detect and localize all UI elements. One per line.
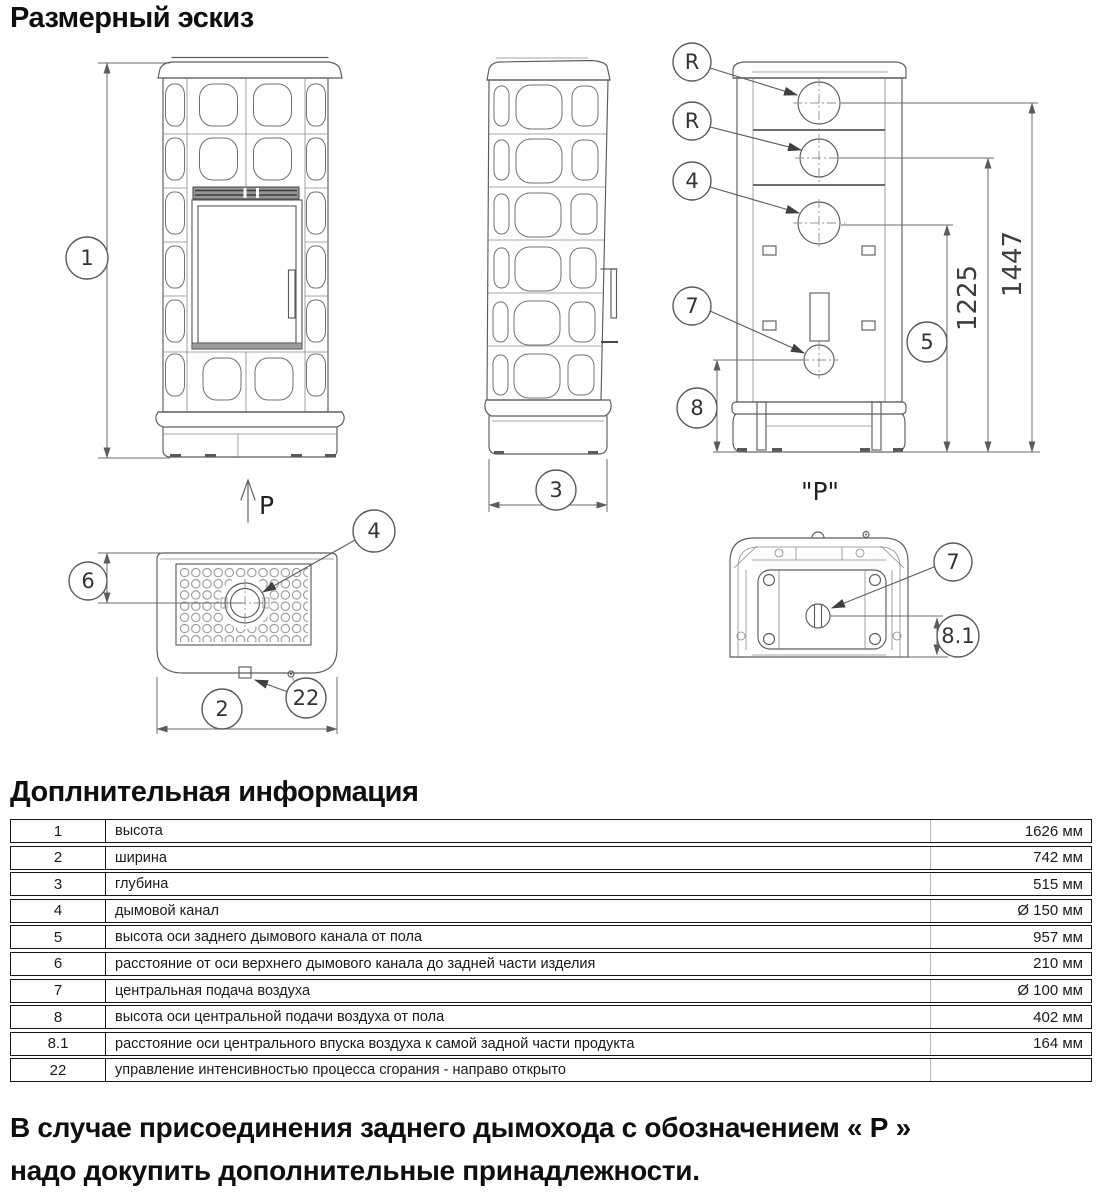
svg-text:R: R [684, 50, 700, 74]
svg-text:8.1: 8.1 [941, 624, 975, 648]
callout-back-air-height [677, 388, 717, 428]
row-value: 164 мм [930, 1033, 1091, 1055]
row-number: 7 [11, 980, 106, 1002]
svg-text:7: 7 [685, 294, 699, 318]
section-title: Доплнительная информация [10, 776, 419, 808]
row-label: расстояние оси центрального впуска воздуха к самой задной части продукта [115, 1035, 635, 1052]
row-number: 8 [11, 1006, 106, 1028]
row-number: 2 [11, 847, 106, 869]
row-value: 957 мм [930, 926, 1091, 948]
row-number: 3 [11, 873, 106, 895]
callout-top-control [286, 678, 326, 718]
svg-text:7: 7 [946, 550, 960, 574]
note-line-2: надо докупить дополнительные принадлежности. [10, 1155, 700, 1187]
front-direction-label: P [259, 491, 275, 520]
row-label: ширина [115, 849, 167, 866]
callout-side-depth [536, 470, 576, 510]
row-value [930, 1059, 1091, 1081]
table-row [10, 819, 1092, 843]
row-number: 22 [11, 1059, 106, 1081]
svg-text:2: 2 [215, 697, 229, 721]
row-label: центральная подача воздуха [115, 982, 311, 999]
dimension-1447: 1447 [998, 230, 1028, 298]
row-value: 515 мм [930, 873, 1091, 895]
front-direction-arrow [241, 480, 274, 522]
callout-front-height [66, 237, 108, 279]
row-number: 8.1 [11, 1033, 106, 1055]
row-label: высота оси заднего дымового канала от пола [115, 929, 423, 946]
row-label: глубина [115, 876, 169, 893]
table-row [10, 899, 1092, 923]
row-label: дымовой канал [115, 902, 219, 919]
row-value: 402 мм [930, 1006, 1091, 1028]
svg-text:22: 22 [292, 686, 320, 710]
back-view [673, 43, 1040, 506]
page-title: Размерный эскиз [10, 2, 254, 34]
svg-text:4: 4 [367, 519, 381, 543]
rear-view-label: "P" [800, 477, 840, 506]
row-value: Ø 150 мм [930, 900, 1091, 922]
callout-top-rear-offset [69, 562, 107, 600]
svg-text:3: 3 [549, 478, 563, 502]
table-row [10, 1005, 1092, 1029]
table-row [10, 979, 1092, 1003]
row-number: 4 [11, 900, 106, 922]
callout-back-rear-flue-height [907, 322, 947, 362]
row-label: расстояние от оси верхнего дымового канала до задней части изделия [115, 955, 596, 972]
callout-bottom-air-offset [937, 615, 979, 657]
row-label: высота оси центральной подачи воздуха от пола [115, 1009, 445, 1026]
top-view [69, 510, 395, 734]
row-value: 210 мм [930, 953, 1091, 975]
bottom-rear-view [730, 532, 979, 658]
front-view [66, 58, 344, 523]
callout-bottom-air [934, 543, 972, 581]
row-number: 6 [11, 953, 106, 975]
svg-text:4: 4 [685, 169, 699, 193]
table-row [10, 1058, 1092, 1082]
table-row [10, 872, 1092, 896]
table-row [10, 952, 1092, 976]
table-row [10, 846, 1092, 870]
callout-back-flue [673, 162, 711, 200]
info-table [10, 819, 1092, 1085]
callout-back-r-top [673, 43, 711, 81]
row-value: Ø 100 мм [930, 980, 1091, 1002]
table-row [10, 925, 1092, 949]
svg-text:6: 6 [81, 569, 95, 593]
callout-back-r-mid [673, 102, 711, 140]
callout-top-flue [353, 510, 395, 552]
dimension-1225: 1225 [953, 264, 983, 332]
row-value: 1626 мм [930, 820, 1091, 842]
svg-text:1: 1 [80, 246, 94, 270]
callout-top-width [202, 689, 242, 729]
row-label: управление интенсивностью процесса сгорания - направо открыто [115, 1062, 566, 1079]
row-number: 5 [11, 926, 106, 948]
row-label: высота [115, 823, 163, 839]
side-view [485, 58, 618, 512]
svg-text:5: 5 [920, 330, 934, 354]
row-number: 1 [11, 820, 106, 842]
row-value: 742 мм [930, 847, 1091, 869]
svg-text:R: R [684, 109, 700, 133]
note-line-1: В случае присоединения заднего дымохода с обозначением « Р » [10, 1112, 911, 1143]
callout-back-air [673, 287, 711, 325]
table-row [10, 1032, 1092, 1056]
svg-text:8: 8 [690, 396, 704, 420]
rear-chimney-note [10, 1106, 1094, 1193]
